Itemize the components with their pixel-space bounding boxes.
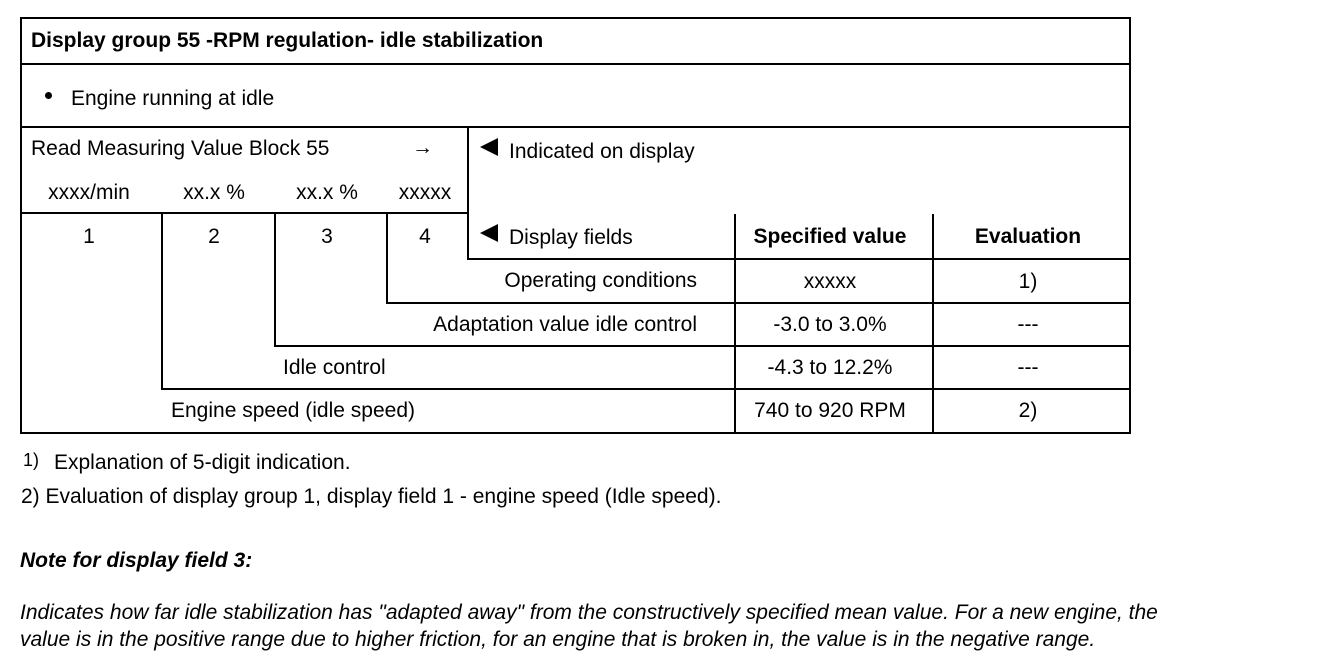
- unit-field-2: xx.x %: [183, 181, 245, 204]
- row-label-idle-control: Idle control: [283, 356, 386, 379]
- row-label-adaptation-value: Adaptation value idle control: [433, 313, 697, 336]
- bullet-icon: [45, 92, 52, 99]
- row-specified-2: -3.0 to 3.0%: [773, 313, 887, 336]
- pointer-left-icon: [480, 224, 498, 242]
- read-block-label: Read Measuring Value Block 55: [31, 137, 330, 160]
- divider-condition: [20, 126, 1131, 128]
- note-heading: Note for display field 3:: [20, 549, 253, 572]
- divider-specified: [734, 214, 736, 434]
- field-number-4: 4: [419, 225, 431, 248]
- unit-field-4: xxxxx: [398, 181, 452, 204]
- row-evaluation-4: 2): [1018, 399, 1038, 422]
- row-evaluation-2: ---: [1017, 313, 1039, 336]
- specified-value-header: Specified value: [753, 225, 907, 248]
- row-evaluation-1: 1): [1018, 270, 1038, 293]
- table-title: Display group 55 -RPM regulation- idle stabilization: [31, 29, 544, 52]
- divider-col-3: [386, 212, 388, 304]
- row-specified-3: -4.3 to 12.2%: [767, 356, 893, 379]
- condition-text: Engine running at idle: [71, 87, 275, 110]
- divider-row-2: [274, 345, 1131, 347]
- divider-units: [20, 212, 469, 214]
- table-border-right: [1129, 17, 1131, 434]
- table-border-bottom: [20, 432, 1131, 434]
- note-line-2: value is in the positive range due to higher friction, for an engine that is broken in, the value is in the negative range.: [20, 628, 1096, 651]
- divider-col-2: [274, 212, 276, 347]
- row-evaluation-3: ---: [1017, 356, 1039, 379]
- divider-col-1: [161, 212, 163, 390]
- footnote-1-text: Explanation of 5-digit indication.: [54, 451, 351, 474]
- table-border-left: [20, 17, 22, 434]
- field-number-2: 2: [208, 225, 220, 248]
- divider-row-3: [161, 388, 1131, 390]
- display-fields-header: Display fields: [509, 226, 633, 249]
- row-label-engine-speed: Engine speed (idle speed): [171, 399, 416, 422]
- footnote-2-text: 2) Evaluation of display group 1, display field 1 - engine speed (Idle speed).: [21, 485, 722, 508]
- field-number-3: 3: [321, 225, 333, 248]
- divider-title: [20, 63, 1131, 65]
- footnote-1-marker: 1): [23, 450, 40, 470]
- indicated-label: Indicated on display: [509, 140, 695, 163]
- evaluation-header: Evaluation: [974, 225, 1082, 248]
- note-line-1: Indicates how far idle stabilization has "adapted away" from the constructively specified mean value. For a new engine, the: [20, 601, 1158, 624]
- row-label-operating-conditions: Operating conditions: [504, 269, 697, 292]
- arrow-right-icon: →: [412, 136, 433, 159]
- pointer-left-icon: [480, 138, 498, 156]
- table-border-top: [20, 17, 1131, 19]
- divider-evaluation: [932, 214, 934, 434]
- unit-field-1: xxxx/min: [48, 181, 130, 204]
- divider-row-1: [386, 302, 1131, 304]
- divider-header: [469, 258, 1131, 260]
- row-specified-1: xxxxx: [803, 270, 857, 293]
- row-specified-4: 740 to 920 RPM: [754, 399, 906, 422]
- divider-left-block: [467, 126, 469, 260]
- unit-field-3: xx.x %: [296, 181, 358, 204]
- field-number-1: 1: [83, 225, 95, 248]
